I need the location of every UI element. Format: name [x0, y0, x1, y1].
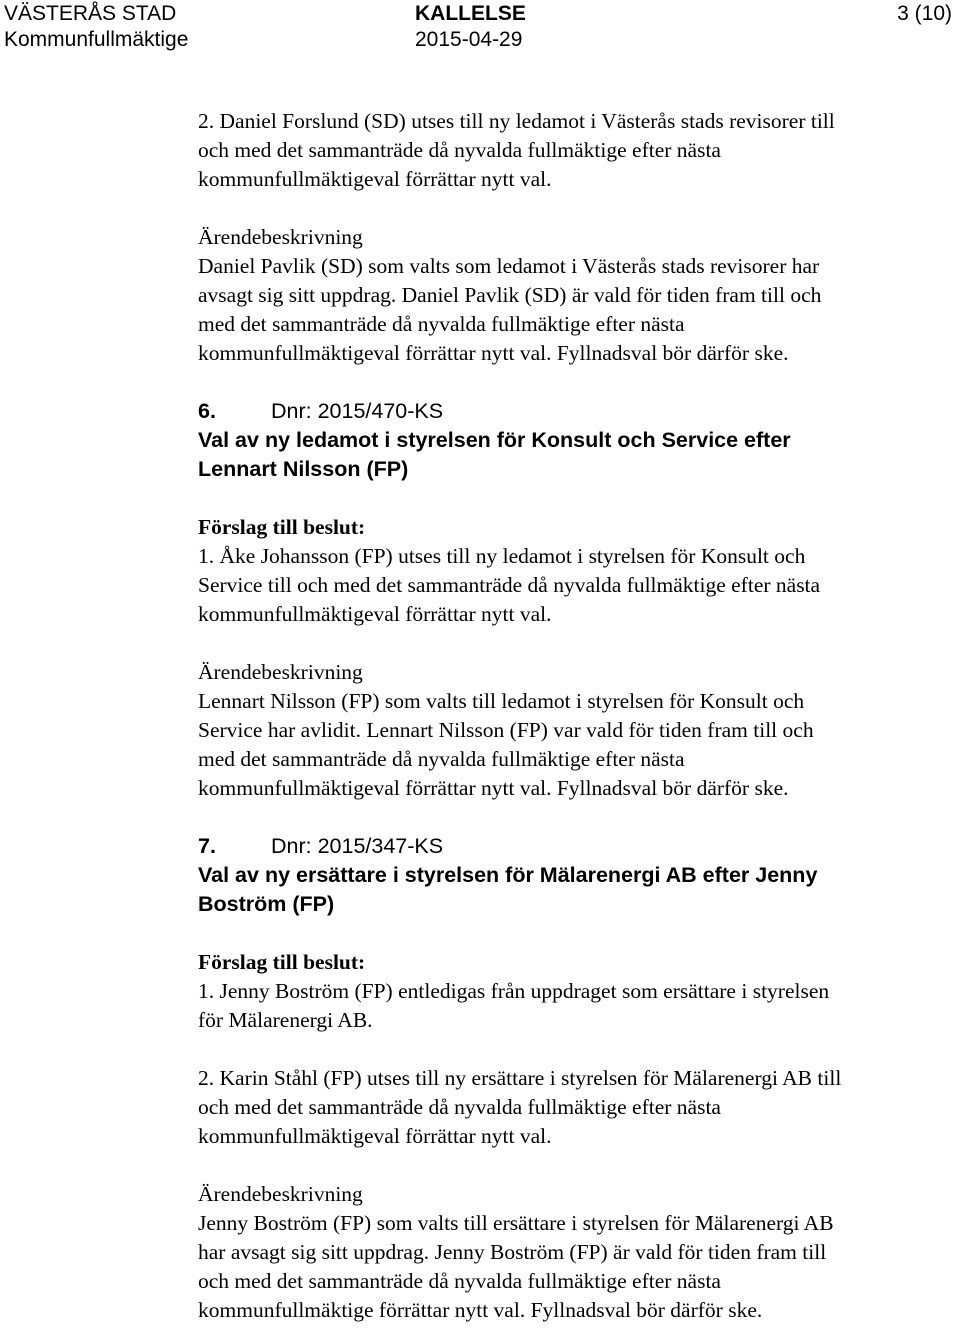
- description-line: har avsagt sig sitt uppdrag. Jenny Boström (FP) är vald för tiden fram till: [198, 1240, 827, 1264]
- proposal-line: 2. Karin Ståhl (FP) utses till ny ersättare i styrelsen för Mälarenergi AB till: [198, 1066, 842, 1090]
- header-page-number: 3 (10): [897, 2, 952, 25]
- proposal-heading: Förslag till beslut:: [198, 950, 366, 974]
- proposal-line: och med det sammanträde då nyvalda fullmäktige efter nästa: [198, 138, 721, 162]
- proposal-line: Service till och med det sammanträde då nyvalda fullmäktige efter nästa: [198, 573, 821, 597]
- proposal-paragraph: [198, 977, 958, 1035]
- proposal-line: 1. Åke Johansson (FP) utses till ny ledamot i styrelsen för Konsult och: [198, 544, 806, 568]
- item-number: 7.: [198, 834, 216, 858]
- item-number: 6.: [198, 399, 216, 423]
- header-body: Kommunfullmäktige: [4, 28, 189, 51]
- proposal-paragraph: [198, 542, 958, 629]
- description-line: och med det sammanträde då nyvalda fullmäktige efter nästa: [198, 1269, 721, 1293]
- description-line: Service har avlidit. Lennart Nilsson (FP) var vald för tiden fram till och: [198, 718, 814, 742]
- item-dnr: Dnr: 2015/470-KS: [271, 399, 444, 423]
- proposal-line: kommunfullmäktigeval förrättar nytt val.: [198, 167, 552, 191]
- item-dnr: Dnr: 2015/347-KS: [271, 834, 444, 858]
- description-line: avsagt sig sitt uppdrag. Daniel Pavlik (SD) är vald för tiden fram till och: [198, 283, 822, 307]
- item-title: [198, 426, 958, 484]
- item-title-line: Val av ny ersättare i styrelsen för Mälarenergi AB efter Jenny: [198, 863, 818, 887]
- proposal-line: 2. Daniel Forslund (SD) utses till ny ledamot i Västerås stads revisorer till: [198, 109, 835, 133]
- description-line: kommunfullmäktigeval förrättar nytt val. Fyllnadsval bör därför ske.: [198, 341, 789, 365]
- description-line: kommunfullmäktigeval förrättar nytt val. Fyllnadsval bör därför ske.: [198, 776, 789, 800]
- proposal-heading: Förslag till beslut:: [198, 515, 366, 539]
- description-paragraph: [198, 1209, 958, 1325]
- proposal-line: kommunfullmäktigeval förrättar nytt val.: [198, 602, 552, 626]
- proposal-line: för Mälarenergi AB.: [198, 1008, 373, 1032]
- proposal-line: och med det sammanträde då nyvalda fullmäktige efter nästa: [198, 1095, 721, 1119]
- agenda-item-6-heading: [198, 397, 958, 426]
- item-title-line: Boström (FP): [198, 892, 335, 916]
- item-title-line: Val av ny ledamot i styrelsen för Konsult och Service efter: [198, 428, 791, 452]
- description-heading: Ärendebeskrivning: [198, 660, 363, 684]
- document-content: [198, 107, 958, 1325]
- header-date: 2015-04-29: [415, 28, 523, 51]
- description-line: Lennart Nilsson (FP) som valts till ledamot i styrelsen för Konsult och: [198, 689, 805, 713]
- proposal-paragraph: [198, 107, 958, 194]
- description-heading: Ärendebeskrivning: [198, 1182, 363, 1206]
- description-paragraph: [198, 252, 958, 368]
- proposal-line: 1. Jenny Boström (FP) entledigas från uppdraget som ersättare i styrelsen: [198, 979, 830, 1003]
- proposal-paragraph: [198, 1064, 958, 1151]
- description-line: Jenny Boström (FP) som valts till ersättare i styrelsen för Mälarenergi AB: [198, 1211, 834, 1235]
- description-line: med det sammanträde då nyvalda fullmäktige efter nästa: [198, 747, 685, 771]
- agenda-item-7-heading: [198, 832, 958, 861]
- proposal-line: kommunfullmäktigeval förrättar nytt val.: [198, 1124, 552, 1148]
- item-title-line: Lennart Nilsson (FP): [198, 457, 409, 481]
- header-doc-type: KALLELSE: [415, 2, 526, 25]
- description-line: med det sammanträde då nyvalda fullmäktige efter nästa: [198, 312, 685, 336]
- description-paragraph: [198, 687, 958, 803]
- item-title: [198, 861, 958, 919]
- description-line: Daniel Pavlik (SD) som valts som ledamot i Västerås stads revisorer har: [198, 254, 820, 278]
- description-heading: Ärendebeskrivning: [198, 225, 363, 249]
- header-org: VÄSTERÅS STAD: [4, 2, 177, 25]
- description-line: kommunfullmäktige förrättar nytt val. Fyllnadsval bör därför ske.: [198, 1298, 763, 1322]
